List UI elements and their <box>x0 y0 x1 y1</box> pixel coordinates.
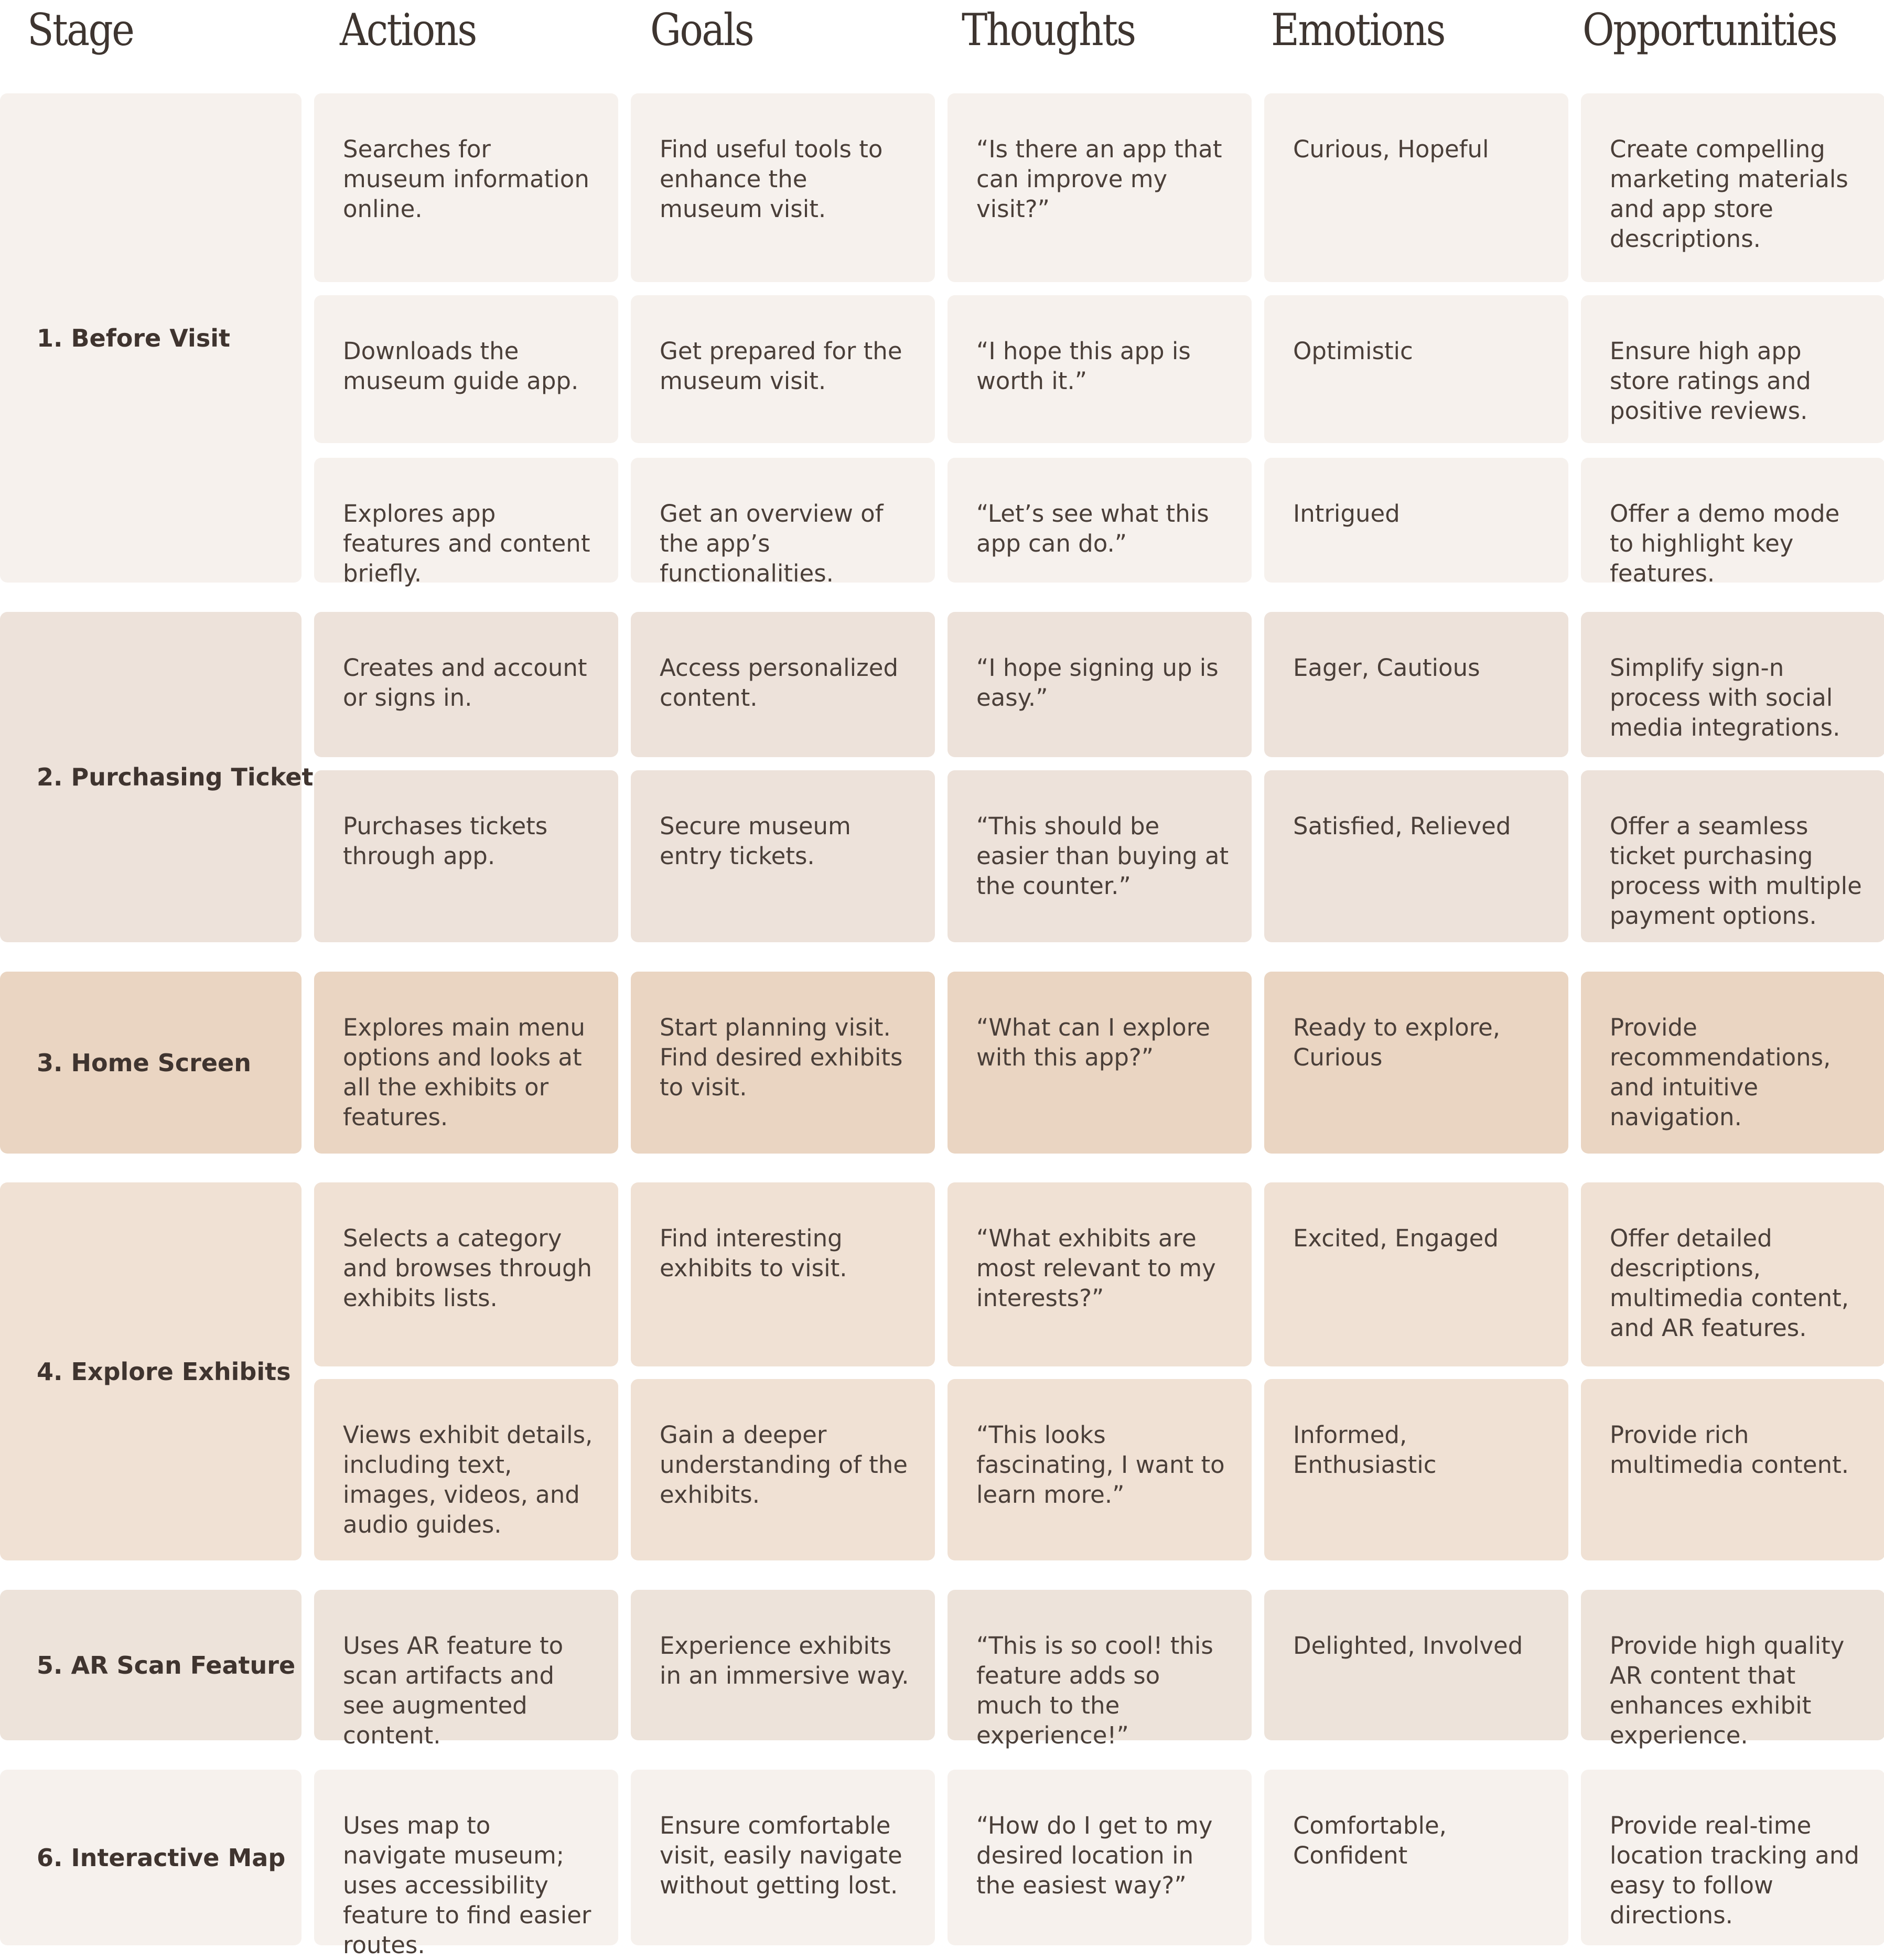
emotions-text: Ready to explore, Curious <box>1293 1014 1501 1071</box>
actions-text: Explores app features and content briefly. <box>343 500 590 587</box>
opportunities-text: Provide high quality AR content that enhances exhibit experience. <box>1610 1632 1845 1749</box>
goals-cell <box>631 295 935 443</box>
emotions-text: Delighted, Involved <box>1293 1632 1523 1660</box>
stage-label: 6. Interactive Map <box>37 1843 286 1872</box>
stage-cell-6-interactive-map <box>0 1770 302 1945</box>
actions-text: Uses AR feature to scan artifacts and see augmented content. <box>343 1632 564 1749</box>
actions-text: Creates and account or signs in. <box>343 654 587 712</box>
stage-label: 5. AR Scan Feature <box>37 1651 296 1679</box>
emotions-cell <box>1264 458 1568 583</box>
stage-label: 2. Purchasing Ticket <box>37 763 314 791</box>
stage-label: 1. Before Visit <box>37 324 230 352</box>
actions-cell <box>314 1770 618 1959</box>
emotions-text: Curious, Hopeful <box>1293 135 1489 163</box>
thoughts-cell <box>948 458 1252 583</box>
emotions-cell <box>1264 1182 1568 1366</box>
actions-text: Purchases tickets through app. <box>343 812 548 870</box>
actions-text: Uses map to navigate museum; uses accessibility feature to find easier routes. <box>343 1812 591 1959</box>
opportunities-text: Provide rich multimedia content. <box>1610 1421 1849 1479</box>
thoughts-cell <box>948 1379 1252 1560</box>
thoughts-cell <box>948 1770 1252 1945</box>
actions-cell <box>314 93 618 282</box>
actions-cell <box>314 770 618 942</box>
actions-text: Searches for museum information online. <box>343 135 589 223</box>
opportunities-text: Offer detailed descriptions, multimedia content, and AR features. <box>1610 1224 1849 1342</box>
column-header-stage: Stage <box>27 4 134 56</box>
thoughts-cell <box>948 972 1252 1154</box>
thoughts-cell <box>948 1590 1252 1749</box>
opportunities-text: Provide recommendations, and intuitive navigation. <box>1610 1014 1831 1131</box>
emotions-text: Satisfied, Relieved <box>1293 812 1511 840</box>
opportunities-cell <box>1581 1770 1884 1945</box>
thoughts-cell <box>948 93 1252 282</box>
thoughts-cell <box>948 1182 1252 1366</box>
thoughts-text: “What can I explore with this app?” <box>976 1014 1210 1071</box>
goals-cell <box>631 770 935 942</box>
opportunities-cell <box>1581 458 1884 587</box>
goals-cell <box>631 972 935 1154</box>
opportunities-text: Provide real-time location tracking and easy to follow directions. <box>1610 1812 1859 1929</box>
thoughts-text: “How do I get to my desired location in the easiest way?” <box>976 1812 1213 1899</box>
opportunities-text: Ensure high app store ratings and positive reviews. <box>1610 337 1811 425</box>
stage-cell-1-before-visit <box>0 93 302 583</box>
opportunities-text: Offer a demo mode to highlight key features. <box>1610 500 1840 587</box>
emotions-cell <box>1264 1770 1568 1945</box>
emotions-cell <box>1264 1379 1568 1560</box>
opportunities-cell <box>1581 770 1884 942</box>
stage-cell-5-ar-scan-feature <box>0 1590 302 1740</box>
stage-cell-3-home-screen <box>0 972 302 1154</box>
opportunities-cell <box>1581 972 1884 1154</box>
thoughts-text: “Is there an app that can improve my visit?” <box>976 135 1222 223</box>
actions-cell <box>314 1379 618 1560</box>
goals-cell <box>631 93 935 282</box>
emotions-cell <box>1264 612 1568 757</box>
actions-text: Explores main menu options and looks at all the exhibits or features. <box>343 1014 585 1131</box>
thoughts-text: “This is so cool! this feature adds so much to the experience!” <box>976 1632 1213 1749</box>
opportunities-cell <box>1581 612 1884 757</box>
goals-text: Find interesting exhibits to visit. <box>660 1224 847 1282</box>
opportunities-text: Simplify sign-n process with social media integrations. <box>1610 654 1840 741</box>
goals-cell <box>631 612 935 757</box>
stage-label: 3. Home Screen <box>37 1048 251 1077</box>
goals-text: Access personalized content. <box>660 654 899 712</box>
emotions-text: Eager, Cautious <box>1293 654 1480 682</box>
goals-text: Experience exhibits in an immersive way. <box>660 1632 909 1689</box>
emotions-cell <box>1264 770 1568 942</box>
actions-cell <box>314 295 618 443</box>
thoughts-text: “I hope signing up is easy.” <box>976 654 1219 712</box>
opportunities-text: Offer a seamless ticket purchasing process with multiple payment options. <box>1610 812 1862 930</box>
thoughts-cell <box>948 295 1252 443</box>
goals-text: Get prepared for the museum visit. <box>660 337 902 395</box>
emotions-text: Informed, Enthusiastic <box>1293 1421 1437 1479</box>
actions-cell <box>314 972 618 1154</box>
column-header-emotions: Emotions <box>1271 4 1445 56</box>
emotions-text: Comfortable, Confident <box>1293 1812 1447 1869</box>
thoughts-text: “Let’s see what this app can do.” <box>976 500 1209 557</box>
column-header-goals: Goals <box>650 4 753 56</box>
goals-cell <box>631 1770 935 1945</box>
emotions-cell <box>1264 93 1568 282</box>
thoughts-text: “I hope this app is worth it.” <box>976 337 1191 395</box>
opportunities-cell <box>1581 1590 1884 1749</box>
stage-cell-2-purchasing-ticket <box>0 612 314 942</box>
emotions-text: Intrigued <box>1293 500 1400 527</box>
stage-label: 4. Explore Exhibits <box>37 1357 291 1386</box>
emotions-cell <box>1264 972 1568 1154</box>
opportunities-cell <box>1581 295 1884 443</box>
goals-text: Secure museum entry tickets. <box>660 812 851 870</box>
actions-cell <box>314 612 618 757</box>
thoughts-text: “This looks fascinating, I want to learn more.” <box>976 1421 1225 1509</box>
goals-text: Find useful tools to enhance the museum visit. <box>660 135 883 223</box>
column-header-actions: Actions <box>340 4 476 56</box>
actions-text: Downloads the museum guide app. <box>343 337 579 395</box>
opportunities-cell <box>1581 1182 1884 1366</box>
emotions-cell <box>1264 295 1568 443</box>
emotions-cell <box>1264 1590 1568 1740</box>
opportunities-cell <box>1581 1379 1884 1560</box>
opportunities-cell <box>1581 93 1884 282</box>
emotions-text: Excited, Engaged <box>1293 1224 1499 1252</box>
goals-cell <box>631 458 935 587</box>
goals-text: Ensure comfortable visit, easily navigate without getting lost. <box>660 1812 902 1899</box>
emotions-text: Optimistic <box>1293 337 1413 365</box>
goals-text: Gain a deeper understanding of the exhibits. <box>660 1421 908 1509</box>
actions-cell <box>314 1590 618 1749</box>
thoughts-text: “What exhibits are most relevant to my interests?” <box>976 1224 1216 1312</box>
column-header-thoughts: Thoughts <box>962 4 1135 56</box>
actions-text: Views exhibit details, including text, images, videos, and audio guides. <box>343 1421 593 1538</box>
goals-cell <box>631 1590 935 1740</box>
goals-cell <box>631 1182 935 1366</box>
goals-text: Start planning visit. Find desired exhibits to visit. <box>660 1014 903 1101</box>
goals-cell <box>631 1379 935 1560</box>
goals-text: Get an overview of the app’s functionalities. <box>660 500 884 587</box>
thoughts-cell <box>948 612 1252 757</box>
opportunities-text: Create compelling marketing materials and app store descriptions. <box>1610 135 1848 253</box>
thoughts-text: “This should be easier than buying at the counter.” <box>976 812 1229 900</box>
actions-text: Selects a category and browses through exhibits lists. <box>343 1224 593 1312</box>
actions-cell <box>314 458 618 587</box>
stage-cell-4-explore-exhibits <box>0 1182 302 1560</box>
column-header-opportunities: Opportunities <box>1582 4 1837 56</box>
thoughts-cell <box>948 770 1252 942</box>
actions-cell <box>314 1182 618 1366</box>
